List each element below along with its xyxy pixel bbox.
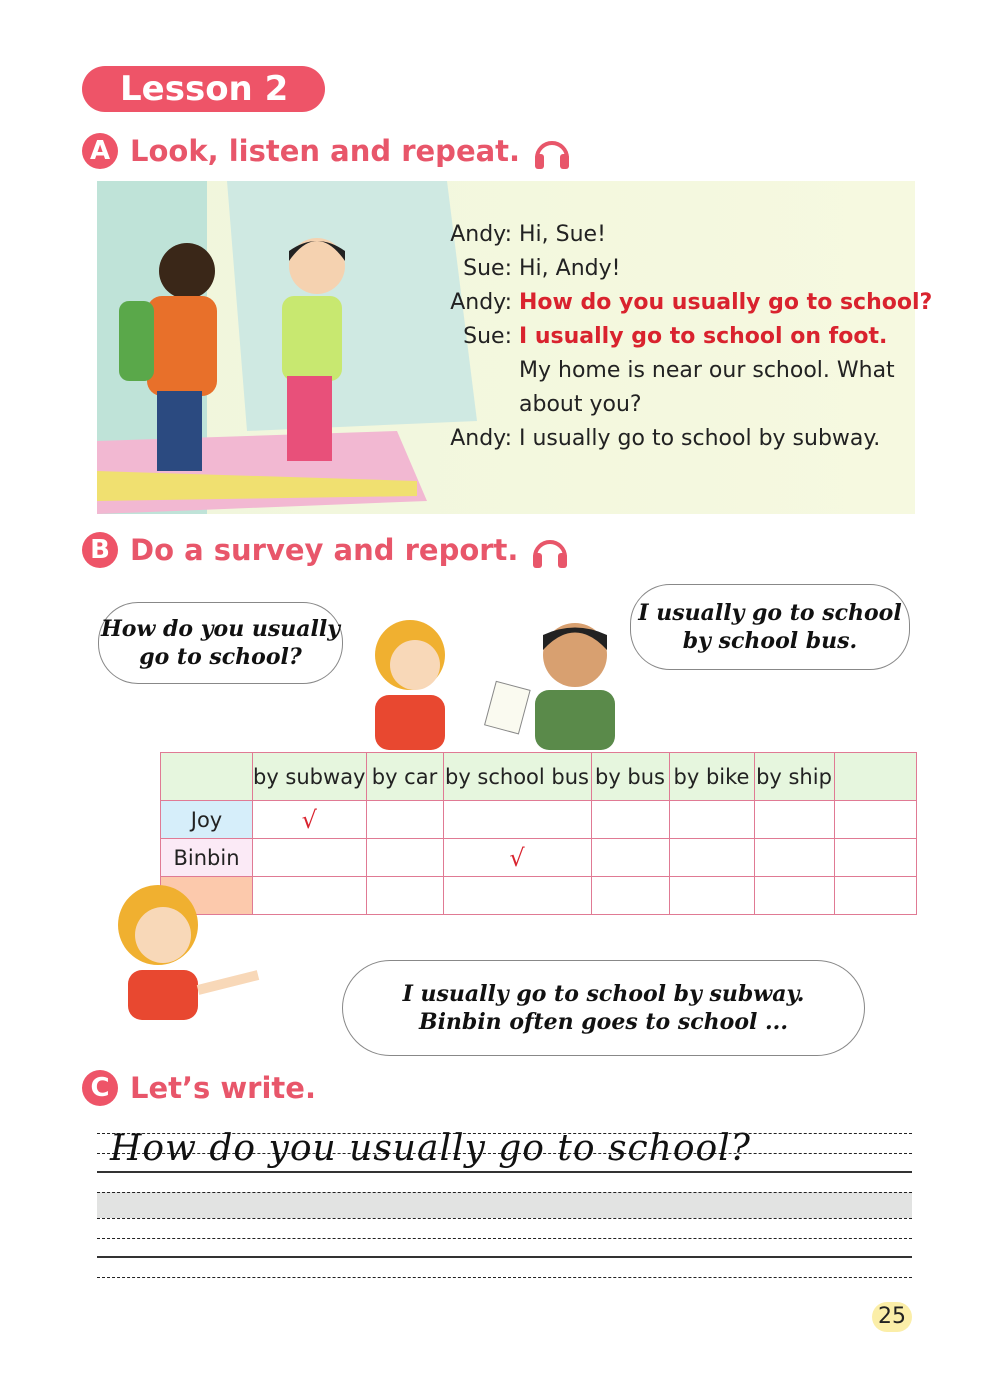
- headphones-icon[interactable]: [530, 531, 570, 569]
- bubble-line: go to school?: [139, 644, 302, 670]
- header-cell: by ship: [754, 753, 834, 801]
- headphones-icon[interactable]: [532, 132, 572, 170]
- page-number: 25: [872, 1302, 912, 1332]
- dialogue-line: [440, 286, 932, 320]
- cell[interactable]: [366, 877, 443, 915]
- cell[interactable]: [253, 839, 367, 877]
- key-sentence: I usually go to school on foot.: [519, 324, 888, 349]
- line-text: I usually go to school by subway.: [519, 426, 881, 451]
- cell[interactable]: [669, 877, 754, 915]
- cell[interactable]: [443, 877, 591, 915]
- check-cell[interactable]: √: [443, 839, 591, 877]
- table-header-row: [161, 753, 917, 801]
- section-title: Do a survey and report.: [130, 533, 519, 567]
- line-text: Hi, Sue!: [519, 222, 606, 247]
- header-cell: by car: [366, 753, 443, 801]
- header-cell: by bus: [591, 753, 669, 801]
- survey-table: [160, 752, 917, 915]
- line-text: My home is near our school. What: [519, 358, 895, 383]
- line-text: about you?: [519, 392, 642, 417]
- writing-baseline[interactable]: [97, 1256, 912, 1258]
- bubble-line: How do you usually: [100, 616, 340, 642]
- cell[interactable]: [253, 877, 367, 915]
- speaker: Andy:: [450, 426, 512, 451]
- dialogue-line: [440, 320, 932, 354]
- bubble-line: Binbin often goes to school ...: [418, 1009, 788, 1035]
- bubble-line: by school bus.: [682, 628, 858, 654]
- bubble-line: I usually go to school by subway.: [402, 981, 805, 1007]
- section-c-heading: [82, 1068, 316, 1108]
- lesson-title: Lesson 2: [82, 66, 325, 112]
- dialogue-line: [440, 422, 932, 456]
- key-sentence: How do you usually go to school?: [519, 290, 933, 315]
- dialogue-line: [440, 354, 932, 388]
- cell[interactable]: [669, 801, 754, 839]
- bubble-line: I usually go to school: [638, 600, 902, 626]
- cell[interactable]: [591, 801, 669, 839]
- dialogue-line: [440, 252, 932, 286]
- section-title: Look, listen and repeat.: [130, 134, 521, 168]
- cell[interactable]: [754, 839, 834, 877]
- dialogue: [440, 218, 932, 456]
- name-cell: Binbin: [161, 839, 253, 877]
- model-sentence: How do you usually go to school?: [110, 1128, 751, 1169]
- header-cell: by school bus: [443, 753, 591, 801]
- speaker: Andy:: [450, 222, 512, 247]
- speaker: Sue:: [463, 324, 512, 349]
- answer-bubble: [630, 584, 910, 670]
- writing-guide-line[interactable]: [97, 1238, 912, 1239]
- dialogue-line: [440, 218, 932, 252]
- section-b-heading: [82, 530, 570, 570]
- writing-guide-line[interactable]: [97, 1277, 912, 1278]
- cell[interactable]: [834, 877, 916, 915]
- section-title: Let’s write.: [130, 1071, 316, 1105]
- writing-baseline: [97, 1171, 912, 1173]
- cell[interactable]: [366, 801, 443, 839]
- section-a-heading: [82, 131, 572, 171]
- line-text: Hi, Andy!: [519, 256, 621, 281]
- cell[interactable]: [754, 877, 834, 915]
- section-letter: C: [82, 1070, 118, 1106]
- cell[interactable]: [443, 801, 591, 839]
- cell[interactable]: [591, 877, 669, 915]
- cell[interactable]: [834, 839, 916, 877]
- section-letter: A: [82, 133, 118, 169]
- cell[interactable]: [669, 839, 754, 877]
- cell[interactable]: [834, 801, 916, 839]
- cell[interactable]: [754, 801, 834, 839]
- header-cell: by bike: [669, 753, 754, 801]
- table-row: [161, 801, 917, 839]
- table-row: [161, 839, 917, 877]
- girl-reporting-illustration: [108, 880, 268, 1030]
- report-bubble: [342, 960, 865, 1056]
- header-cell: [161, 753, 253, 801]
- header-cell: [834, 753, 916, 801]
- table-row: [161, 877, 917, 915]
- name-cell: Joy: [161, 801, 253, 839]
- header-cell: by subway: [253, 753, 367, 801]
- survey-children-illustration: [360, 610, 650, 750]
- speaker: Sue:: [463, 256, 512, 281]
- speaker: Andy:: [450, 290, 512, 315]
- cell[interactable]: [366, 839, 443, 877]
- section-letter: B: [82, 532, 118, 568]
- dialogue-line: [440, 388, 932, 422]
- writing-band: [97, 1192, 912, 1218]
- writing-guide-line: [97, 1192, 912, 1193]
- writing-guide-line: [97, 1218, 912, 1219]
- cell[interactable]: [591, 839, 669, 877]
- question-bubble: [98, 602, 343, 684]
- check-cell[interactable]: √: [253, 801, 367, 839]
